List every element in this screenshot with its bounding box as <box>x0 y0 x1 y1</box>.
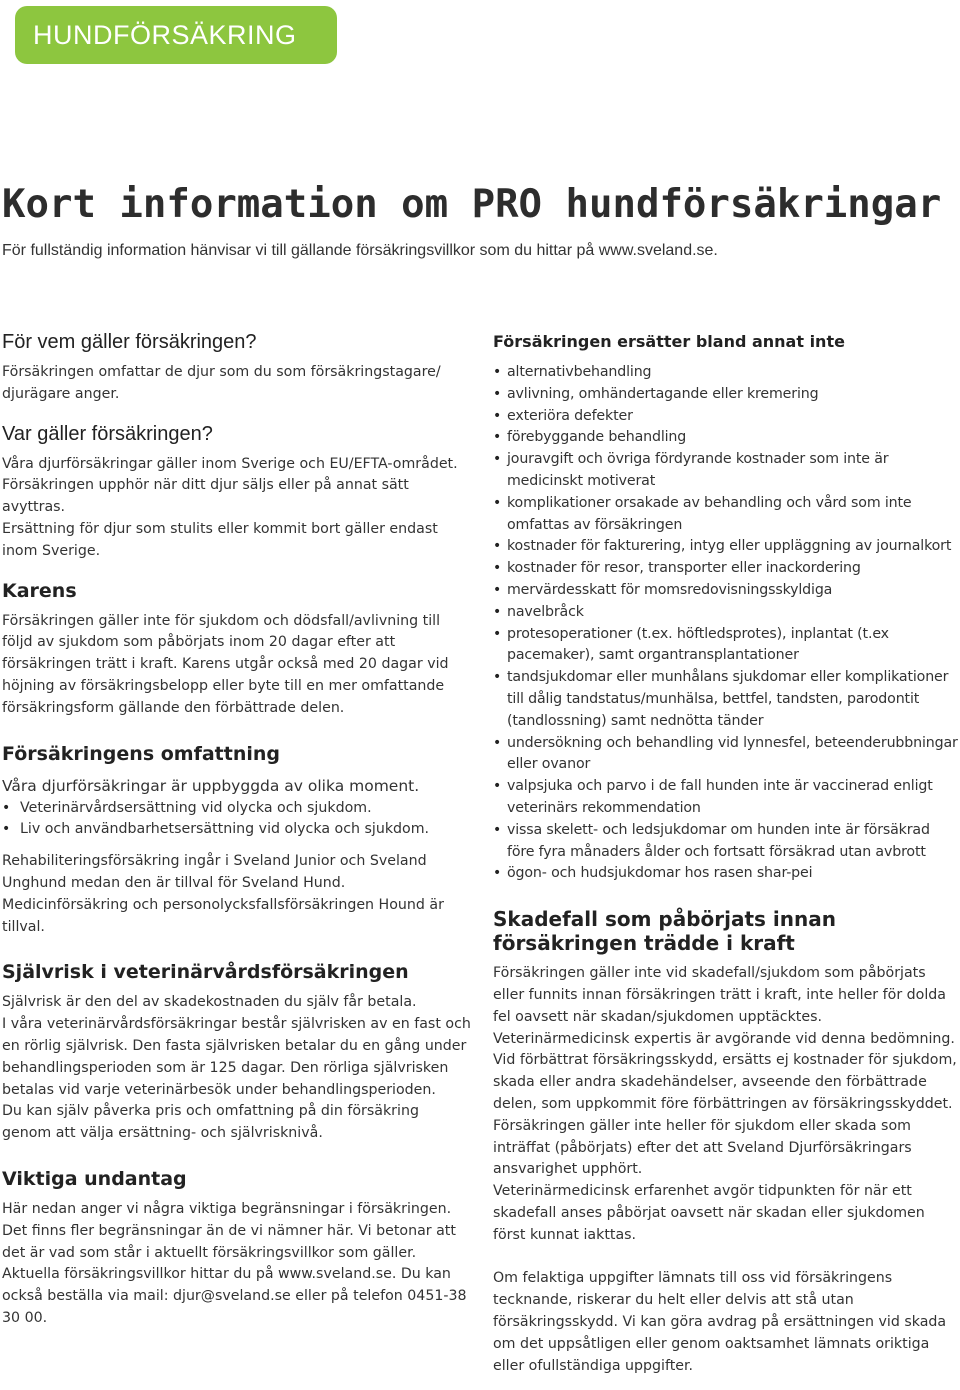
where-heading: Var gäller försäkringen? <box>2 422 213 445</box>
list-item: • ögon- och hudsjukdomar hos rasen shar-pei <box>493 863 958 885</box>
not-covered-list <box>493 362 958 885</box>
exceptions-text-2: Det finns fler begränsningar än de vi nämner här. Vi betonar att det är vad som står i aktuellt försäkringsvillkor som gäller. Aktuella försäkringsvillkor hittar du på www.sveland.se. Du kan också beställa via mail: djur@sveland.se eller på telefon 0451-38 30 00. <box>2 1222 467 1326</box>
who-text: Försäkringen omfattar de djur som du som försäkringstagare/ djurägare anger. <box>2 364 441 402</box>
karens-text: Försäkringen gäller inte för sjukdom och dödsfall/avlivning till följd av sjukdom som påbörjats inom 20 dagar efter att försäkringen trätt i kraft. Karens utgår också med 20 dagar vid höjning av försäkringsbelopp eller byte till en mer omfattande försäkringsform gällande den förbättrade delen. <box>2 612 449 716</box>
list-item: • mervärdesskatt för momsredovisningsskyldiga <box>493 580 958 602</box>
list-item: • avlivning, omhändertagande eller kremering <box>493 384 958 406</box>
where-text-3: Ersättning för djur som stulits eller kommit bort gäller endast inom Sverige. <box>2 520 438 559</box>
before-text-1: Försäkringen gäller inte vid skadefall/sjukdom som påbörjats eller funnits innan försäkringen trätt i kraft, inte heller för dolda fel oavsett när skadan/sjukdomen upptäcktes. Veterinärmedicinsk expertis är avgörande vid denna bedömning. <box>493 965 955 1047</box>
right-column <box>493 330 958 1377</box>
left-column <box>2 330 472 1330</box>
list-item: • valpsjuka och parvo i de fall hunden inte är vaccinerad enligt veterinärs rekommendation <box>493 776 958 820</box>
where-text-1: Våra djurförsäkringar gäller inom Sverige och EU/EFTA-området. <box>2 455 458 472</box>
list-item: • Veterinärvårdsersättning vid olycka och sjukdom. <box>2 798 472 820</box>
before-heading: Skadefall som påbörjats innan försäkringen trädde i kraft <box>493 907 836 956</box>
scope-list <box>2 798 472 842</box>
deductible-text-3: Du kan själv påverka pris och omfattning på din försäkring genom att välja ersättning- och självrisknivå. <box>2 1103 419 1142</box>
deductible-text-2: I våra veterinärvårdsförsäkringar består självrisken av en fast och en rörlig självrisk. Den fasta självrisken betalar du en gång under behandlingsperioden som är 125 dagar. Den rörliga självrisken betalas vid varje veterinärbesök under behandlingsperioden. <box>2 1016 471 1098</box>
not-covered-heading: Försäkringen ersätter bland annat inte <box>493 332 845 351</box>
list-item: • undersökning och behandling vid lynnesfel, beteenderubbningar eller ovanor <box>493 733 958 777</box>
karens-heading: Karens <box>2 579 77 602</box>
page-subtitle: För fullständig information hänvisar vi till gällande försäkringsvillkor som du hittar på www.sveland.se. <box>2 242 718 259</box>
deductible-heading: Självrisk i veterinärvårdsförsäkringen <box>2 961 409 984</box>
list-item: • exteriöra defekter <box>493 406 958 428</box>
scope-heading: Försäkringens omfattning <box>2 742 281 765</box>
list-item: • kostnader för resor, transporter eller inackordering <box>493 558 958 580</box>
before-text-3: Veterinärmedicinsk erfarenhet avgör tidpunkten för när ett skadefall anses påbörjat oavsett när skadan eller sjukdomen först kunnat iakttas. <box>493 1183 925 1243</box>
before-text-2: Vid förbättrat försäkringsskydd, ersätts ej kostnader för sjukdom, skada eller andra skadehändelser, avseende den förbättrade delen, som uppkommit före förbättringen av försäkringsskyddet. Försäkringen gäller inte heller för sjukdom eller skada som inträffat (påbörjats) efter det att Sveland Djurförsäkringars ansvarighet upphört. <box>493 1052 957 1178</box>
exceptions-text-1: Här nedan anger vi några viktiga begränsningar i försäkringen. <box>2 1200 452 1217</box>
scope-text-2: Medicinförsäkring och personolycksfallsförsäkringen Hound är tillval. <box>2 896 444 935</box>
list-item: • navelbråck <box>493 602 958 624</box>
category-banner <box>15 6 337 64</box>
list-item: • protesoperationer (t.ex. höftledsprotes), inplantat (t.ex pacemaker), samt organtransplantationer <box>493 624 958 668</box>
banner-label: HUNDFÖRSÄKRING <box>33 19 297 50</box>
deductible-text-1: Självrisk är den del av skadekostnaden du själv får betala. <box>2 994 417 1011</box>
who-heading: För vem gäller försäkringen? <box>2 331 257 353</box>
list-item: • Liv och användbarhetsersättning vid olycka och sjukdom. <box>2 819 472 841</box>
page-title: Kort information om PRO hundförsäkringar <box>2 182 942 227</box>
exceptions-heading: Viktiga undantag <box>2 1167 187 1190</box>
where-text-2: Försäkringen upphör när ditt djur säljs eller på annat sätt avyttras. <box>2 477 409 516</box>
list-item: • vissa skelett- och ledsjukdomar om hunden inte är försäkrad före fyra månaders ålder och fortsatt försäkrad utan avbrott <box>493 820 958 864</box>
list-item: • jouravgift och övriga fördyrande kostnader som inte är medicinskt motiverat <box>493 449 958 493</box>
list-item: • alternativbehandling <box>493 362 958 384</box>
list-item: • tandsjukdomar eller munhålans sjukdomar eller komplikationer till dålig tandstatus/munhälsa, bettfel, tandsten, parodontit (tandlossning) samt nednötta tänder <box>493 667 958 732</box>
scope-lead: Våra djurförsäkringar är uppbyggda av olika moment. <box>2 776 420 795</box>
list-item: • kostnader för fakturering, intyg eller uppläggning av journalkort <box>493 536 958 558</box>
incorrect-info-text: Om felaktiga uppgifter lämnats till oss vid försäkringens tecknande, riskerar du helt eller delvis att stå utan försäkringsskydd. Vi kan göra avdrag på ersättningen vid skada om det uppsåtligen eller genom oaktsamhet lämnats oriktiga eller ofullständiga uppgifter. <box>493 1270 947 1374</box>
list-item: • förebyggande behandling <box>493 427 958 449</box>
scope-text-1: Rehabiliteringsförsäkring ingår i Sveland Junior och Sveland Unghund medan den är tillval för Sveland Hund. <box>2 853 427 891</box>
list-item: • komplikationer orsakade av behandling och vård som inte omfattas av försäkringen <box>493 493 958 537</box>
